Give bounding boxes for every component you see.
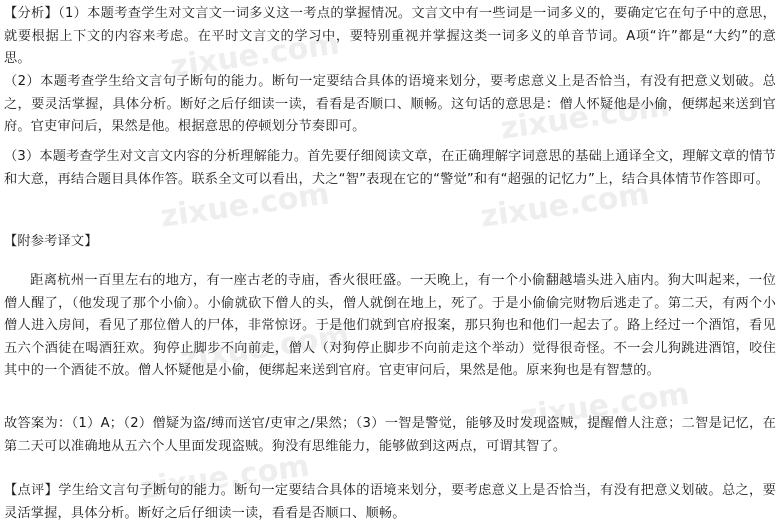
- translation-heading: 【附参考译文】: [4, 234, 98, 249]
- watermark: zixue.com: [498, 88, 672, 147]
- analysis-paragraph-1: [4, 3, 776, 71]
- watermark: zixue.com: [518, 376, 692, 435]
- translation-text: 距离杭州一百里左右的地方，有一座古老的寺庙，香火很旺盛。一天晚上，有一个小偷翻越墙头进入庙内。狗大叫起来，一位僧人醒了，（他发现了那个小偷）。小偷就砍下僧人的头，僧人就倒在地上，死了。于是小偷偷完财物后逃走了。第二天，有两个小僧人进入房间，看见了那位僧人的尸体，非常惊讶。于是他们就到官府报案，那只狗也和他们一起去了。路上经过一个酒馆，看见五六个酒徒在喝酒狂欢。狗停止脚步不向前走，僧人（对狗停止脚步不向前走这个举动）觉得很奇怪。不一会儿狗跳进酒馆，咬住其中的一个酒徒不放。僧人怀疑他是小偷，便绑起来送到官府。官吏审问后，果然是他。原来狗也是有智慧的。: [4, 273, 776, 378]
- answer-label: 故答案为：: [4, 416, 72, 431]
- translation-paragraph: [4, 270, 776, 383]
- comment-heading: 【点评】: [4, 483, 59, 498]
- analysis-paragraph-2: [4, 71, 776, 139]
- analysis-text-1: （1）本题考查学生对文言文一词多义这一考点的掌握情况。文言文中有一些词是一词多义的，要确定它在句子中的意思，就要根据上下文的内容来考虑。在平时文言文的学习中，要特别重视并掌握这类一词多义的单音节词。A项“许”都是“大约”的意思。: [4, 6, 776, 66]
- watermark: zixue.com: [178, 318, 352, 377]
- answer-paragraph: [4, 413, 776, 458]
- watermark: zixue.com: [478, 176, 652, 235]
- comment-text: 学生给文言句子断句的能力。断句一定要结合具体的语境来划分，要考虑意义上是否恰当，有没有把意义划破。总之，要灵活掌握，具体分析。断好之后仔细读一读，看看是否顺口、顺畅。: [4, 483, 776, 521]
- analysis-text-2: （2）本题考查学生给文言句子断句的能力。断句一定要结合具体的语境来划分，要考虑意义上是否恰当，有没有把意义划破。总之，要灵活掌握，具体分析。断好之后仔细读一读，看看是否顺口、顺畅。这句话的意思是：僧人怀疑他是小偷，便绑起来送到官府。官吏审问后，果然是他。根据意思的停顿划分节奏即可。: [4, 74, 776, 134]
- analysis-heading: 【分析】: [4, 6, 59, 21]
- answer-text: （1）A；（2）僧疑为盗/缚而送官/吏审之/果然；（3）一智是警觉，能够及时发现盗贼，提醒僧人注意；二智是记忆，在第二天可以准确地从五六个人里面发现盗贼。狗没有思维能力，能够做到这两点，可谓其智了。: [4, 416, 776, 454]
- watermark: zixue.com: [138, 448, 312, 507]
- watermark: zixue.com: [168, 26, 342, 85]
- comment-paragraph: [4, 480, 776, 525]
- analysis-text-3: （3）本题考查学生对文言文内容的分析理解能力。首先要仔细阅读文章，在正确理解字词意思的基础上通译全文，理解文章的情节和大意，再结合题目具体作答。联系全文可以看出，犬之“智”表现在它的“警觉”和有“超强的记忆力”上，结合具体情节作答即可。: [4, 149, 776, 187]
- watermark: zixue.com: [158, 176, 332, 235]
- analysis-paragraph-3: [4, 146, 776, 191]
